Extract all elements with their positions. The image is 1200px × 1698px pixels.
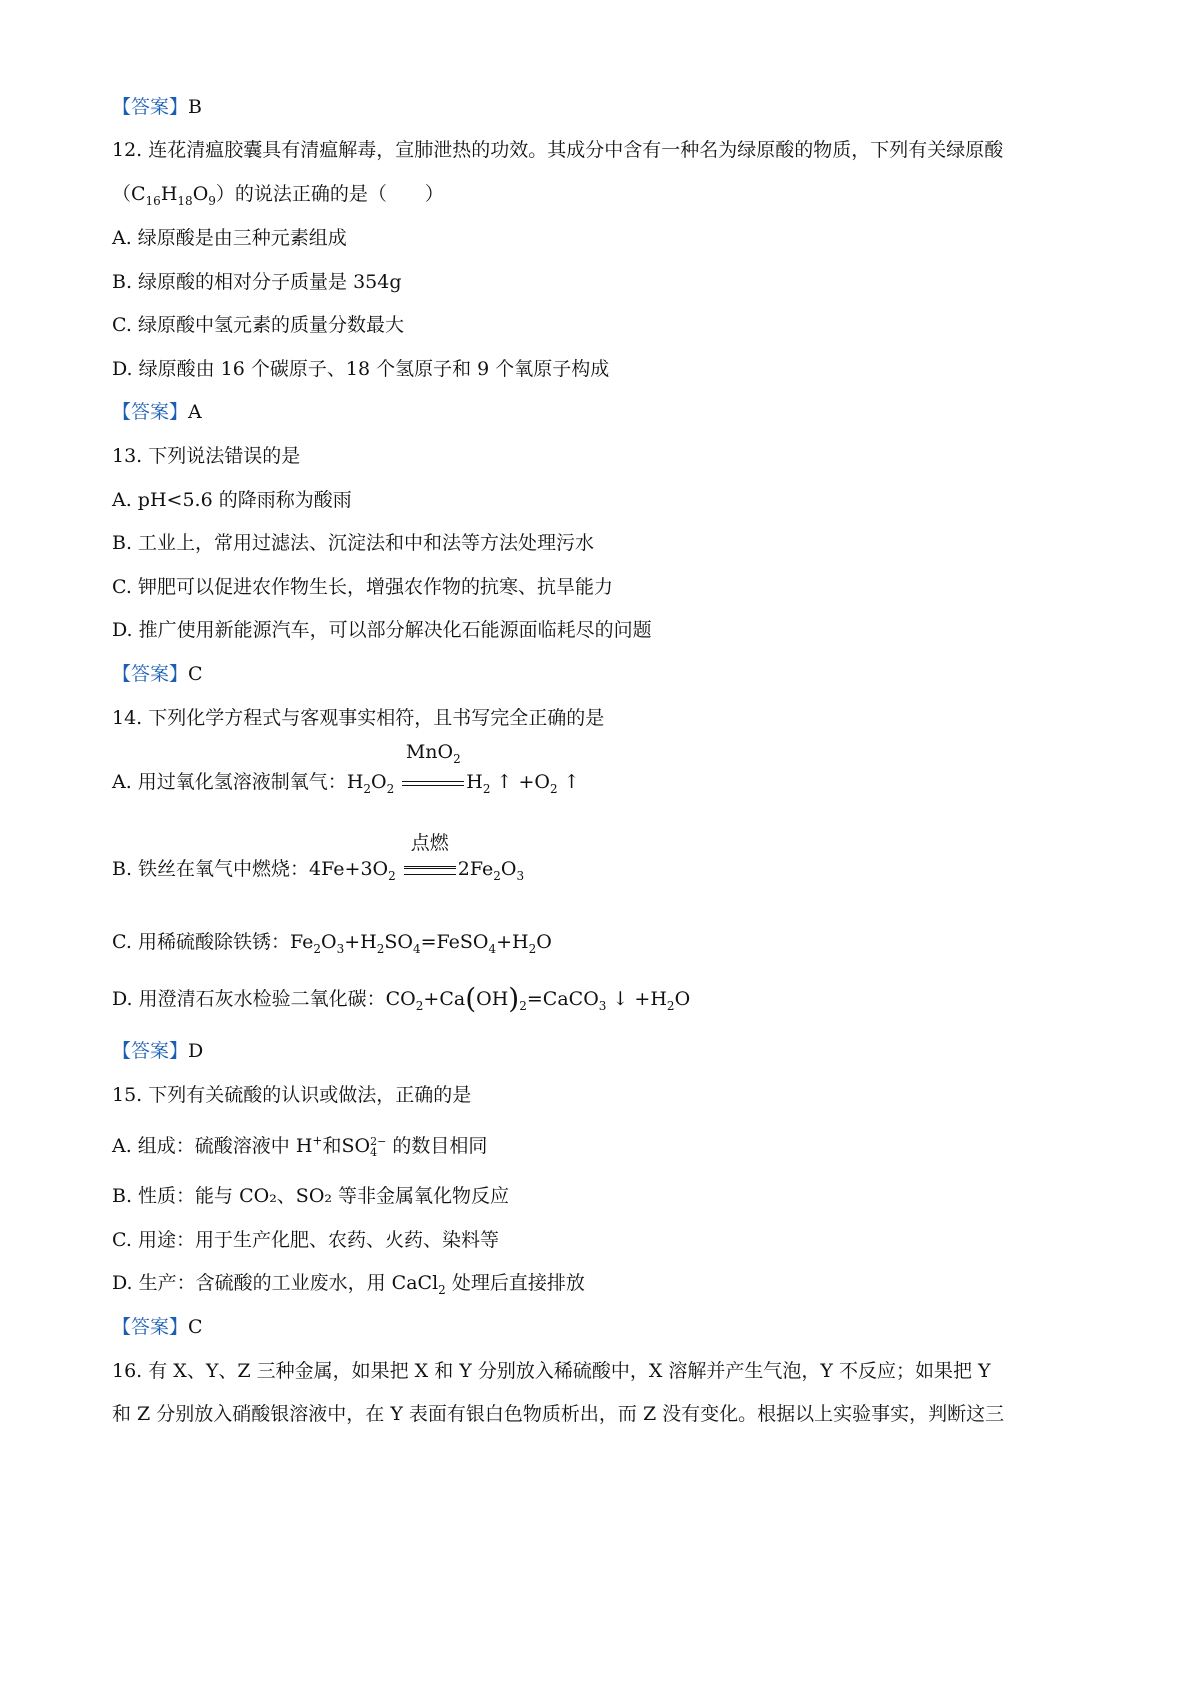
answer-label: 【答案】 — [112, 1040, 189, 1062]
answer-label: 【答案】 — [112, 1316, 189, 1338]
question-12-option-d: D. 绿原酸由 16 个碳原子、18 个氢原子和 9 个氧原子构成 — [112, 358, 610, 380]
answer-15 — [112, 1315, 203, 1339]
question-15-option-b: B. 性质：能与 CO₂、SO₂ 等非金属氧化物反应 — [112, 1185, 510, 1207]
question-15-option-d: D. 生产：含硫酸的工业废水，用 CaCl$_2$ 处理后直接排放 — [112, 1272, 585, 1297]
question-15-stem: 15. 下列有关硫酸的认识或做法，正确的是 — [112, 1084, 472, 1106]
question-14-option-b: B. 铁丝在氧气中燃烧：$4Fe+3O_2$ 点燃 $2Fe_2O_3$ — [112, 832, 525, 883]
answer-13 — [112, 662, 203, 686]
question-14-option-d: D. 用澄清石灰水检验二氧化碳：$CO_2+Ca(OH)_2=CaCO_3$ ↓ $+H_2O$ — [112, 982, 691, 1015]
question-15-option-a: A. 组成：硫酸溶液中 H+和SO 2− 4 的数目相同 — [112, 1133, 488, 1159]
question-14-stem: 14. 下列化学方程式与客观事实相符，且书写完全正确的是 — [112, 707, 605, 729]
answer-value: B — [188, 96, 202, 118]
answer-value: C — [188, 1316, 203, 1338]
question-13-option-c: C. 钾肥可以促进农作物生长，增强农作物的抗寒、抗旱能力 — [112, 576, 613, 598]
reaction-condition-arrow: 点燃 — [402, 857, 458, 881]
question-13-option-b: B. 工业上，常用过滤法、沉淀法和中和法等方法处理污水 — [112, 532, 595, 554]
answer-14 — [112, 1039, 203, 1063]
answer-value: D — [188, 1040, 204, 1062]
answer-value: C — [188, 663, 203, 685]
question-16-stem-line1: 16. 有 X、Y、Z 三种金属，如果把 X 和 Y 分别放入稀硫酸中，X 溶解并产生气泡，Y 不反应；如果把 Y — [112, 1360, 991, 1382]
question-12-stem-line2: $(C_{16}H_{18}O_9)$的说法正确的是（ ） — [112, 183, 444, 208]
answer-label: 【答案】 — [112, 401, 189, 423]
reaction-condition-arrow: MnO$_2$ — [400, 770, 466, 794]
question-12-stem-line1: 12. 连花清瘟胶囊具有清瘟解毒，宣肺泄热的功效。其成分中含有一种名为绿原酸的物质，下列有关绿原酸 — [112, 139, 1004, 161]
question-13-stem: 13. 下列说法错误的是 — [112, 445, 301, 467]
question-13-option-a: A. pH<5.6 的降雨称为酸雨 — [112, 489, 352, 511]
question-14-option-c: C. 用稀硫酸除铁锈：$Fe_2O_3+H_2SO_4=FeSO_4+H_2O$ — [112, 931, 552, 956]
answer-11 — [112, 95, 202, 119]
question-12-option-b: B. 绿原酸的相对分子质量是 354g — [112, 271, 402, 293]
question-13-option-d: D. 推广使用新能源汽车，可以部分解决化石能源面临耗尽的问题 — [112, 619, 652, 641]
question-12-option-c: C. 绿原酸中氢元素的质量分数最大 — [112, 314, 404, 336]
question-12-option-a: A. 绿原酸是由三种元素组成 — [112, 227, 347, 249]
answer-label: 【答案】 — [112, 96, 189, 118]
question-16-stem-line2: 和 Z 分别放入硝酸银溶液中，在 Y 表面有银白色物质析出，而 Z 没有变化。根据以上实验事实，判断这三 — [112, 1403, 1005, 1425]
question-14-option-a: A. 用过氧化氢溶液制氧气：$H_2O_2$ MnO$_2$ $H_2$ ↑ $+O_2$ ↑ — [112, 741, 580, 796]
answer-12 — [112, 400, 202, 424]
question-15-option-c: C. 用途：用于生产化肥、农药、火药、染料等 — [112, 1229, 499, 1251]
answer-label: 【答案】 — [112, 663, 189, 685]
answer-value: A — [188, 401, 202, 423]
